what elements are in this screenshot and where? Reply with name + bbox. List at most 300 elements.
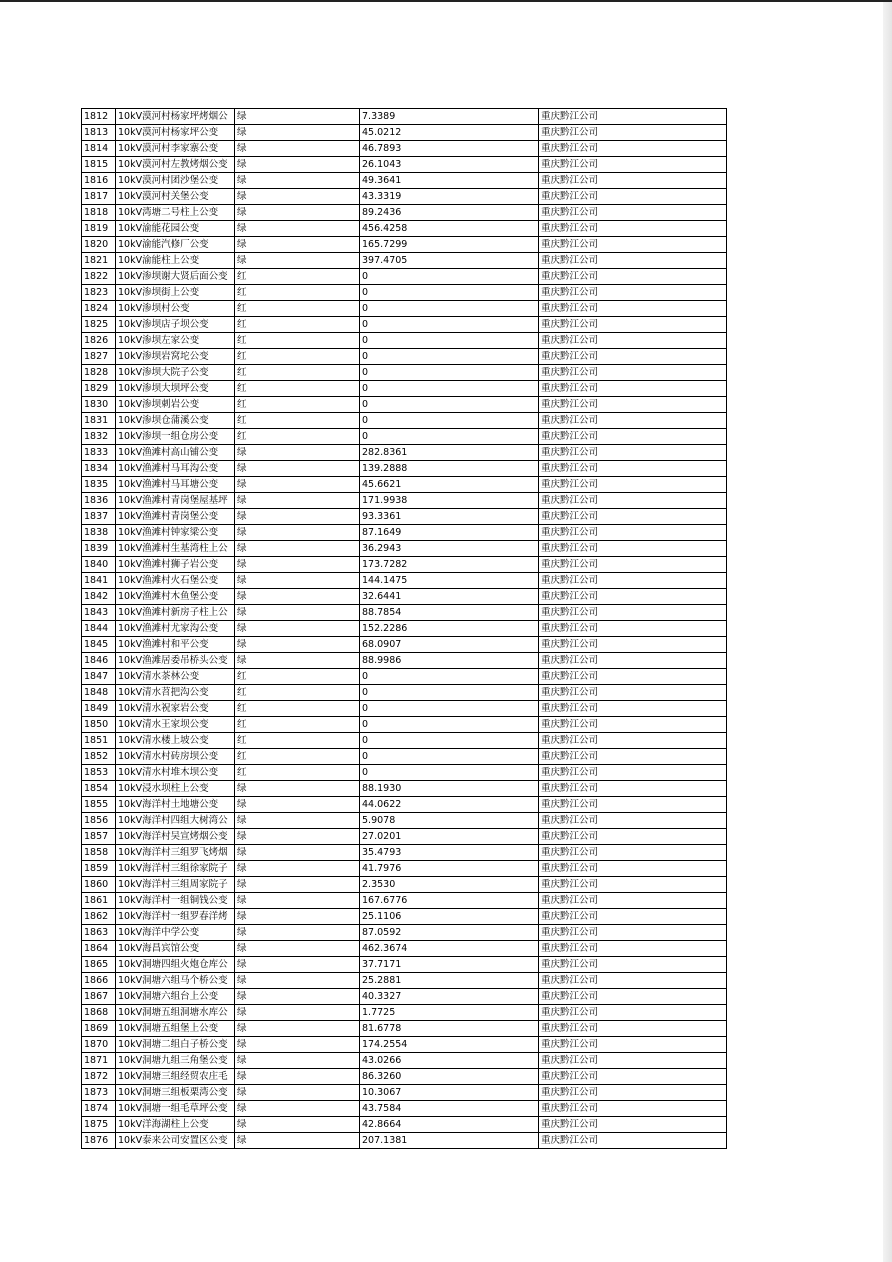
value-cell: 1.7725 <box>360 1005 539 1021</box>
status-cell: 绿 <box>235 173 360 189</box>
table-row <box>82 269 727 285</box>
company-cell: 重庆黔江公司 <box>539 813 727 829</box>
transformer-name: 10kV清水苕把沟公变 <box>116 685 235 701</box>
company-cell: 重庆黔江公司 <box>539 605 727 621</box>
transformer-name: 10kV渔滩村青岗堡公变 <box>116 509 235 525</box>
value-cell: 0 <box>360 717 539 733</box>
value-cell: 87.1649 <box>360 525 539 541</box>
value-cell: 282.8361 <box>360 445 539 461</box>
transformer-name: 10kV漠河村杨家坪公变 <box>116 125 235 141</box>
transformer-name: 10kV渔滩村青岗堡屋基坪 <box>116 493 235 509</box>
company-cell: 重庆黔江公司 <box>539 781 727 797</box>
value-cell: 26.1043 <box>360 157 539 173</box>
transformer-name: 10kV渔滩村钟家梁公变 <box>116 525 235 541</box>
transformer-name: 10kV洞塘三组经贸农庄毛 <box>116 1069 235 1085</box>
status-cell: 绿 <box>235 1117 360 1133</box>
transformer-name: 10kV海洋村三组徐家院子 <box>116 861 235 877</box>
company-cell: 重庆黔江公司 <box>539 861 727 877</box>
table-row <box>82 1101 727 1117</box>
table-row <box>82 477 727 493</box>
value-cell: 165.7299 <box>360 237 539 253</box>
value-cell: 0 <box>360 669 539 685</box>
status-cell: 红 <box>235 685 360 701</box>
value-cell: 0 <box>360 285 539 301</box>
value-cell: 207.1381 <box>360 1133 539 1149</box>
row-id: 1856 <box>82 813 116 829</box>
table-row <box>82 781 727 797</box>
transformer-name: 10kV清水楼上坡公变 <box>116 733 235 749</box>
value-cell: 36.2943 <box>360 541 539 557</box>
company-cell: 重庆黔江公司 <box>539 1085 727 1101</box>
company-cell: 重庆黔江公司 <box>539 749 727 765</box>
table-row <box>82 109 727 125</box>
company-cell: 重庆黔江公司 <box>539 237 727 253</box>
table-row <box>82 925 727 941</box>
value-cell: 0 <box>360 365 539 381</box>
transformer-name: 10kV渔滩村生基湾柱上公 <box>116 541 235 557</box>
transformer-name: 10kV洞塘二组白子桥公变 <box>116 1037 235 1053</box>
row-id: 1835 <box>82 477 116 493</box>
company-cell: 重庆黔江公司 <box>539 1101 727 1117</box>
row-id: 1868 <box>82 1005 116 1021</box>
value-cell: 45.0212 <box>360 125 539 141</box>
row-id: 1830 <box>82 397 116 413</box>
row-id: 1828 <box>82 365 116 381</box>
transformer-name: 10kV洞塘一组毛草坪公变 <box>116 1101 235 1117</box>
status-cell: 绿 <box>235 877 360 893</box>
value-cell: 93.3361 <box>360 509 539 525</box>
table-row <box>82 429 727 445</box>
table-row <box>82 557 727 573</box>
company-cell: 重庆黔江公司 <box>539 829 727 845</box>
status-cell: 绿 <box>235 141 360 157</box>
company-cell: 重庆黔江公司 <box>539 765 727 781</box>
row-id: 1866 <box>82 973 116 989</box>
company-cell: 重庆黔江公司 <box>539 957 727 973</box>
company-cell: 重庆黔江公司 <box>539 589 727 605</box>
table-row <box>82 1053 727 1069</box>
status-cell: 绿 <box>235 973 360 989</box>
status-cell: 绿 <box>235 605 360 621</box>
table-row <box>82 605 727 621</box>
table-row <box>82 397 727 413</box>
row-id: 1850 <box>82 717 116 733</box>
status-cell: 红 <box>235 413 360 429</box>
company-cell: 重庆黔江公司 <box>539 285 727 301</box>
table-row <box>82 253 727 269</box>
row-id: 1859 <box>82 861 116 877</box>
value-cell: 35.4793 <box>360 845 539 861</box>
transformer-name: 10kV海洋村四组大树湾公 <box>116 813 235 829</box>
company-cell: 重庆黔江公司 <box>539 573 727 589</box>
status-cell: 红 <box>235 397 360 413</box>
company-cell: 重庆黔江公司 <box>539 941 727 957</box>
company-cell: 重庆黔江公司 <box>539 445 727 461</box>
company-cell: 重庆黔江公司 <box>539 429 727 445</box>
company-cell: 重庆黔江公司 <box>539 109 727 125</box>
value-cell: 68.0907 <box>360 637 539 653</box>
status-cell: 绿 <box>235 797 360 813</box>
transformer-name: 10kV渗坝岩窝坨公变 <box>116 349 235 365</box>
status-cell: 绿 <box>235 509 360 525</box>
row-id: 1848 <box>82 685 116 701</box>
company-cell: 重庆黔江公司 <box>539 669 727 685</box>
table-row <box>82 461 727 477</box>
row-id: 1838 <box>82 525 116 541</box>
row-id: 1832 <box>82 429 116 445</box>
table-row <box>82 541 727 557</box>
value-cell: 0 <box>360 429 539 445</box>
row-id: 1831 <box>82 413 116 429</box>
status-cell: 绿 <box>235 109 360 125</box>
table-row <box>82 173 727 189</box>
status-cell: 绿 <box>235 205 360 221</box>
value-cell: 41.7976 <box>360 861 539 877</box>
table-row <box>82 877 727 893</box>
row-id: 1837 <box>82 509 116 525</box>
company-cell: 重庆黔江公司 <box>539 637 727 653</box>
value-cell: 456.4258 <box>360 221 539 237</box>
transformer-name: 10kV漠河村左教烤烟公变 <box>116 157 235 173</box>
value-cell: 43.7584 <box>360 1101 539 1117</box>
table-row <box>82 365 727 381</box>
company-cell: 重庆黔江公司 <box>539 461 727 477</box>
row-id: 1833 <box>82 445 116 461</box>
table-row <box>82 157 727 173</box>
transformer-name: 10kV海洋村吴宣烤烟公变 <box>116 829 235 845</box>
company-cell: 重庆黔江公司 <box>539 989 727 1005</box>
row-id: 1823 <box>82 285 116 301</box>
table-row <box>82 413 727 429</box>
value-cell: 42.8664 <box>360 1117 539 1133</box>
value-cell: 139.2888 <box>360 461 539 477</box>
transformer-name: 10kV海洋村一组铜钱公变 <box>116 893 235 909</box>
status-cell: 红 <box>235 733 360 749</box>
value-cell: 10.3067 <box>360 1085 539 1101</box>
table-row <box>82 237 727 253</box>
status-cell: 绿 <box>235 621 360 637</box>
value-cell: 462.3674 <box>360 941 539 957</box>
company-cell: 重庆黔江公司 <box>539 1117 727 1133</box>
company-cell: 重庆黔江公司 <box>539 269 727 285</box>
value-cell: 5.9078 <box>360 813 539 829</box>
table-row <box>82 861 727 877</box>
company-cell: 重庆黔江公司 <box>539 701 727 717</box>
company-cell: 重庆黔江公司 <box>539 541 727 557</box>
transformer-name: 10kV洞塘六组马个桥公变 <box>116 973 235 989</box>
row-id: 1875 <box>82 1117 116 1133</box>
row-id: 1844 <box>82 621 116 637</box>
value-cell: 174.2554 <box>360 1037 539 1053</box>
table-row <box>82 893 727 909</box>
status-cell: 绿 <box>235 189 360 205</box>
table-row <box>82 349 727 365</box>
transformer-name: 10kV海洋村土地塘公变 <box>116 797 235 813</box>
table-row <box>82 317 727 333</box>
status-cell: 绿 <box>235 461 360 477</box>
company-cell: 重庆黔江公司 <box>539 845 727 861</box>
row-id: 1849 <box>82 701 116 717</box>
company-cell: 重庆黔江公司 <box>539 413 727 429</box>
table-row <box>82 493 727 509</box>
company-cell: 重庆黔江公司 <box>539 301 727 317</box>
company-cell: 重庆黔江公司 <box>539 973 727 989</box>
row-id: 1827 <box>82 349 116 365</box>
row-id: 1842 <box>82 589 116 605</box>
transformer-name: 10kV洞塘五组堡上公变 <box>116 1021 235 1037</box>
value-cell: 0 <box>360 381 539 397</box>
transformer-name: 10kV洞塘四组火炮仓库公 <box>116 957 235 973</box>
table-row <box>82 829 727 845</box>
row-id: 1829 <box>82 381 116 397</box>
company-cell: 重庆黔江公司 <box>539 925 727 941</box>
row-id: 1854 <box>82 781 116 797</box>
table-row <box>82 685 727 701</box>
status-cell: 绿 <box>235 909 360 925</box>
value-cell: 81.6778 <box>360 1021 539 1037</box>
status-cell: 绿 <box>235 253 360 269</box>
status-cell: 绿 <box>235 541 360 557</box>
table-row <box>82 749 727 765</box>
row-id: 1814 <box>82 141 116 157</box>
table-row <box>82 205 727 221</box>
transformer-name: 10kV清水茶林公变 <box>116 669 235 685</box>
status-cell: 绿 <box>235 493 360 509</box>
company-cell: 重庆黔江公司 <box>539 253 727 269</box>
status-cell: 红 <box>235 269 360 285</box>
table-row <box>82 797 727 813</box>
transformer-name: 10kV海昌宾馆公变 <box>116 941 235 957</box>
value-cell: 32.6441 <box>360 589 539 605</box>
table-row <box>82 717 727 733</box>
company-cell: 重庆黔江公司 <box>539 477 727 493</box>
table-row <box>82 573 727 589</box>
company-cell: 重庆黔江公司 <box>539 525 727 541</box>
transformer-name: 10kV洞塘九组三角堡公变 <box>116 1053 235 1069</box>
table-row <box>82 653 727 669</box>
status-cell: 红 <box>235 285 360 301</box>
transformer-name: 10kV渗坝刺岩公变 <box>116 397 235 413</box>
value-cell: 25.2881 <box>360 973 539 989</box>
status-cell: 绿 <box>235 589 360 605</box>
value-cell: 43.0266 <box>360 1053 539 1069</box>
row-id: 1861 <box>82 893 116 909</box>
status-cell: 绿 <box>235 925 360 941</box>
status-cell: 绿 <box>235 1133 360 1149</box>
status-cell: 绿 <box>235 237 360 253</box>
row-id: 1871 <box>82 1053 116 1069</box>
value-cell: 88.7854 <box>360 605 539 621</box>
status-cell: 绿 <box>235 1053 360 1069</box>
transformer-name: 10kV海洋村三组周家院子 <box>116 877 235 893</box>
status-cell: 绿 <box>235 845 360 861</box>
row-id: 1820 <box>82 237 116 253</box>
row-id: 1874 <box>82 1101 116 1117</box>
row-id: 1821 <box>82 253 116 269</box>
table-row <box>82 1085 727 1101</box>
company-cell: 重庆黔江公司 <box>539 189 727 205</box>
row-id: 1817 <box>82 189 116 205</box>
transformer-name: 10kV清水村砖房坝公变 <box>116 749 235 765</box>
status-cell: 红 <box>235 349 360 365</box>
table-row <box>82 941 727 957</box>
company-cell: 重庆黔江公司 <box>539 173 727 189</box>
value-cell: 171.9938 <box>360 493 539 509</box>
table-row <box>82 1021 727 1037</box>
transformer-name: 10kV渔滩村马耳塘公变 <box>116 477 235 493</box>
transformer-name: 10kV渔滩村高山铺公变 <box>116 445 235 461</box>
page-right-edge <box>883 2 892 1262</box>
value-cell: 0 <box>360 701 539 717</box>
row-id: 1867 <box>82 989 116 1005</box>
row-id: 1824 <box>82 301 116 317</box>
transformer-name: 10kV渔滩村木鱼堡公变 <box>116 589 235 605</box>
table-row <box>82 221 727 237</box>
row-id: 1852 <box>82 749 116 765</box>
value-cell: 397.4705 <box>360 253 539 269</box>
transformer-name: 10kV渝能花园公变 <box>116 221 235 237</box>
status-cell: 绿 <box>235 573 360 589</box>
value-cell: 0 <box>360 733 539 749</box>
page-top-border <box>0 0 892 2</box>
row-id: 1870 <box>82 1037 116 1053</box>
status-cell: 红 <box>235 381 360 397</box>
value-cell: 88.1930 <box>360 781 539 797</box>
company-cell: 重庆黔江公司 <box>539 909 727 925</box>
value-cell: 0 <box>360 397 539 413</box>
transformer-name: 10kV渔滩村马耳沟公变 <box>116 461 235 477</box>
transformer-name: 10kV清水村堆木坝公变 <box>116 765 235 781</box>
value-cell: 45.6621 <box>360 477 539 493</box>
table-row <box>82 989 727 1005</box>
transformer-name: 10kV渔滩村狮子岩公变 <box>116 557 235 573</box>
status-cell: 绿 <box>235 221 360 237</box>
row-id: 1816 <box>82 173 116 189</box>
table-row <box>82 1133 727 1149</box>
row-id: 1862 <box>82 909 116 925</box>
table-row <box>82 445 727 461</box>
row-id: 1841 <box>82 573 116 589</box>
company-cell: 重庆黔江公司 <box>539 141 727 157</box>
row-id: 1860 <box>82 877 116 893</box>
value-cell: 27.0201 <box>360 829 539 845</box>
table-row <box>82 669 727 685</box>
value-cell: 88.9986 <box>360 653 539 669</box>
transformer-name: 10kV渔滩村新房子柱上公 <box>116 605 235 621</box>
status-cell: 红 <box>235 765 360 781</box>
table-row <box>82 909 727 925</box>
table-body <box>82 109 727 1149</box>
status-cell: 绿 <box>235 157 360 173</box>
value-cell: 0 <box>360 685 539 701</box>
transformer-name: 10kV漠河村团沙堡公变 <box>116 173 235 189</box>
transformer-name: 10kV渝能汽修厂公变 <box>116 237 235 253</box>
status-cell: 绿 <box>235 957 360 973</box>
table-row <box>82 765 727 781</box>
row-id: 1826 <box>82 333 116 349</box>
transformer-name: 10kV浸水坝柱上公变 <box>116 781 235 797</box>
transformer-name: 10kV洞塘五组洞塘水库公 <box>116 1005 235 1021</box>
status-cell: 红 <box>235 749 360 765</box>
transformer-name: 10kV清水祝家岩公变 <box>116 701 235 717</box>
company-cell: 重庆黔江公司 <box>539 381 727 397</box>
value-cell: 0 <box>360 317 539 333</box>
value-cell: 2.3530 <box>360 877 539 893</box>
value-cell: 44.0622 <box>360 797 539 813</box>
transformer-name: 10kV漠河村杨家坪烤烟公 <box>116 109 235 125</box>
table-row <box>82 381 727 397</box>
value-cell: 43.3319 <box>360 189 539 205</box>
status-cell: 红 <box>235 317 360 333</box>
row-id: 1873 <box>82 1085 116 1101</box>
value-cell: 0 <box>360 765 539 781</box>
value-cell: 0 <box>360 333 539 349</box>
table-row <box>82 973 727 989</box>
transformer-name: 10kV洞塘三组板栗湾公变 <box>116 1085 235 1101</box>
row-id: 1846 <box>82 653 116 669</box>
row-id: 1864 <box>82 941 116 957</box>
transformer-name: 10kV渗坝大院子公变 <box>116 365 235 381</box>
status-cell: 红 <box>235 717 360 733</box>
transformer-name: 10kV渗坝店子坝公变 <box>116 317 235 333</box>
status-cell: 绿 <box>235 477 360 493</box>
value-cell: 0 <box>360 413 539 429</box>
table-row <box>82 333 727 349</box>
company-cell: 重庆黔江公司 <box>539 493 727 509</box>
company-cell: 重庆黔江公司 <box>539 1069 727 1085</box>
row-id: 1813 <box>82 125 116 141</box>
status-cell: 红 <box>235 429 360 445</box>
status-cell: 红 <box>235 669 360 685</box>
status-cell: 绿 <box>235 525 360 541</box>
transformer-name: 10kV渗坝村公变 <box>116 301 235 317</box>
table-row <box>82 189 727 205</box>
value-cell: 167.6776 <box>360 893 539 909</box>
company-cell: 重庆黔江公司 <box>539 717 727 733</box>
company-cell: 重庆黔江公司 <box>539 1133 727 1149</box>
status-cell: 红 <box>235 301 360 317</box>
status-cell: 绿 <box>235 125 360 141</box>
row-id: 1865 <box>82 957 116 973</box>
value-cell: 0 <box>360 749 539 765</box>
transformer-name: 10kV渗坝一组仓房公变 <box>116 429 235 445</box>
table-row <box>82 589 727 605</box>
value-cell: 0 <box>360 269 539 285</box>
table-row <box>82 1005 727 1021</box>
status-cell: 红 <box>235 365 360 381</box>
status-cell: 红 <box>235 701 360 717</box>
row-id: 1818 <box>82 205 116 221</box>
transformer-name: 10kV渝能柱上公变 <box>116 253 235 269</box>
value-cell: 144.1475 <box>360 573 539 589</box>
table-row <box>82 285 727 301</box>
table-row <box>82 301 727 317</box>
table-row <box>82 733 727 749</box>
row-id: 1840 <box>82 557 116 573</box>
status-cell: 红 <box>235 333 360 349</box>
company-cell: 重庆黔江公司 <box>539 365 727 381</box>
row-id: 1812 <box>82 109 116 125</box>
transformer-name: 10kV清水王家坝公变 <box>116 717 235 733</box>
company-cell: 重庆黔江公司 <box>539 333 727 349</box>
transformer-name: 10kV渗坝仓蒲溪公变 <box>116 413 235 429</box>
value-cell: 25.1106 <box>360 909 539 925</box>
status-cell: 绿 <box>235 781 360 797</box>
row-id: 1876 <box>82 1133 116 1149</box>
company-cell: 重庆黔江公司 <box>539 621 727 637</box>
company-cell: 重庆黔江公司 <box>539 1053 727 1069</box>
status-cell: 绿 <box>235 637 360 653</box>
